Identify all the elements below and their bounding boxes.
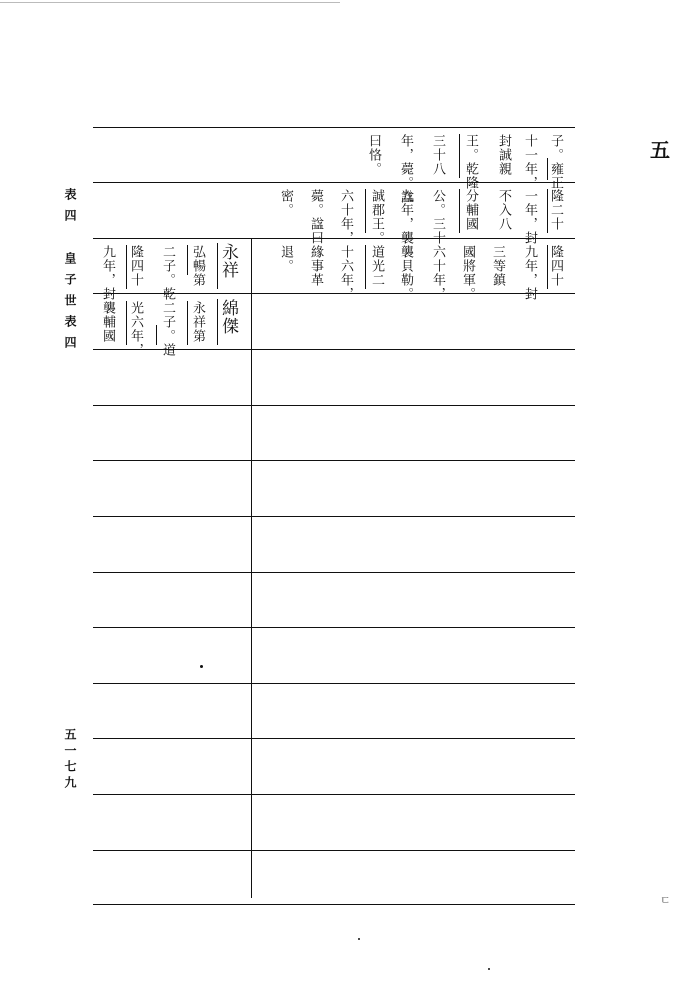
name-mark xyxy=(547,245,548,289)
row1-col: 十一年， xyxy=(522,134,537,190)
row-divider xyxy=(93,516,575,517)
name-mark xyxy=(365,189,366,233)
name-mark xyxy=(547,189,548,233)
margin-title-section: 皇子世表四 xyxy=(63,252,77,357)
row2-col: 誠郡王。 xyxy=(369,189,384,245)
row2-col: 密。 xyxy=(278,189,293,217)
name-mark xyxy=(217,299,218,345)
name-mark xyxy=(156,325,157,345)
row3-col: 國將軍。 xyxy=(460,245,475,301)
row3-col: 六十年， xyxy=(430,245,445,301)
person-name: 永祥 xyxy=(218,243,238,279)
row3-col: 襲貝勒。 xyxy=(398,245,413,301)
row1-col: 年，薨。諡 xyxy=(398,134,413,204)
row3-col: 退。 xyxy=(278,245,293,273)
row3-col: 隆四十 xyxy=(548,245,563,287)
speck xyxy=(358,938,360,940)
row2-col: 薨。諡曰 xyxy=(308,189,323,245)
name-mark xyxy=(459,134,460,178)
row-divider xyxy=(93,238,575,239)
row3-col: 九年，封 xyxy=(522,245,537,301)
row1-col: 三十八 xyxy=(430,134,445,176)
column-divider xyxy=(251,238,252,898)
name-mark xyxy=(126,301,127,345)
row-divider xyxy=(93,627,575,628)
name-mark xyxy=(187,301,188,345)
row-divider xyxy=(93,182,575,183)
row3-left-col: 弘暢第 xyxy=(190,245,205,287)
top-rule xyxy=(0,2,340,3)
row4-left-col: 二子。道 xyxy=(160,301,175,357)
margin-title-table: 表四 xyxy=(63,188,77,230)
row-divider xyxy=(93,683,575,684)
name-mark xyxy=(365,245,366,289)
row-divider xyxy=(93,460,575,461)
row3-col: 三等鎮 xyxy=(490,245,505,287)
row2-col: 隆二十 xyxy=(548,189,563,231)
table-rule-bottom xyxy=(93,904,575,905)
row-divider xyxy=(93,850,575,851)
row4-left-col: 永祥第 xyxy=(190,301,205,343)
row2-col: 六十年， xyxy=(338,189,353,245)
row4-left-col: 襲輔國 xyxy=(100,301,115,343)
row3-left-col: 九年，封 xyxy=(100,245,115,301)
row2-col: 分輔國 xyxy=(463,189,478,231)
stray-mark: ㄷ xyxy=(660,894,671,907)
row1-col: 封誠親 xyxy=(496,134,511,176)
row-divider xyxy=(93,794,575,795)
row3-col: 道光二 xyxy=(369,245,384,287)
name-mark xyxy=(547,158,548,180)
row3-col: 緣事革 xyxy=(308,245,323,287)
row1-col: 子。雍正 xyxy=(548,134,563,190)
row2-col: 公。三十 xyxy=(430,189,445,245)
table-rule-top xyxy=(93,127,575,128)
row-divider xyxy=(93,405,575,406)
row2-col: 不入八 xyxy=(496,189,511,231)
row-divider xyxy=(93,738,575,739)
name-mark xyxy=(217,243,218,289)
row2-col: 九年，襲 xyxy=(398,189,413,245)
row1-col: 王。乾隆 xyxy=(463,134,478,190)
row2-col: 一年，封 xyxy=(522,189,537,245)
name-mark xyxy=(459,189,460,233)
speck xyxy=(488,968,490,970)
corner-number: 五 xyxy=(650,138,670,162)
row1-col: 曰恪。 xyxy=(366,134,381,176)
row-divider xyxy=(93,572,575,573)
name-mark xyxy=(187,245,188,275)
row4-left-col: 光六年， xyxy=(128,301,143,357)
person-name: 綿傑 xyxy=(218,299,238,335)
row3-left-col: 二子。乾 xyxy=(160,245,175,301)
page-number: 五一七九 xyxy=(63,728,77,792)
speck xyxy=(200,665,203,668)
row3-left-col: 隆四十 xyxy=(128,245,143,287)
name-mark xyxy=(126,245,127,289)
row3-col: 十六年， xyxy=(338,245,353,301)
